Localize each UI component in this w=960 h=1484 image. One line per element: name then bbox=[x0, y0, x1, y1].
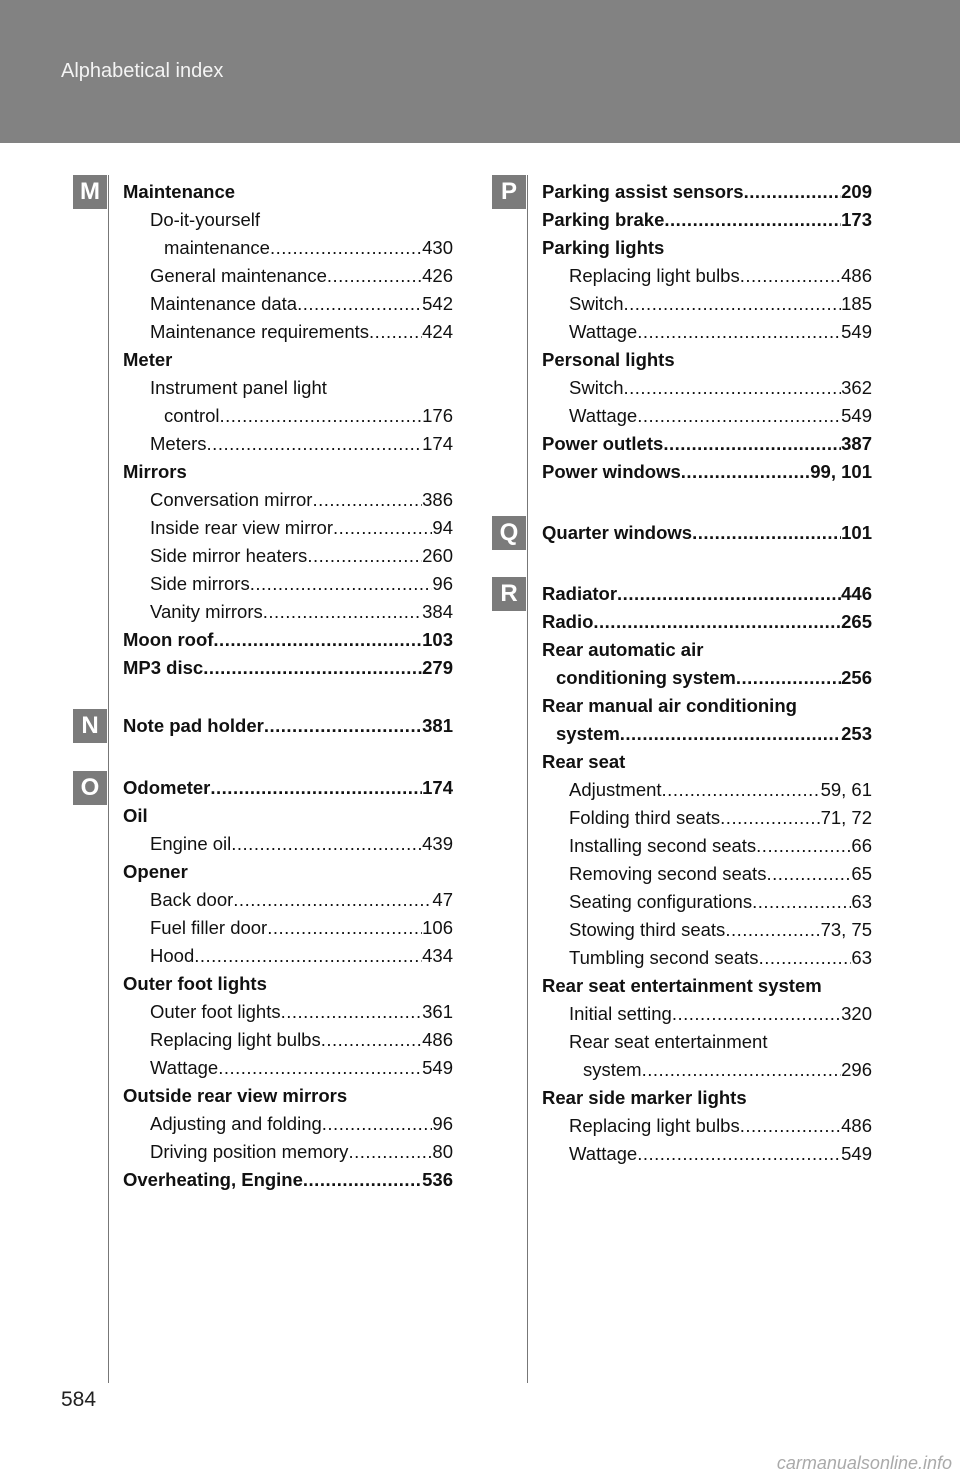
entry-label: Wattage bbox=[569, 321, 638, 342]
index-section-r bbox=[542, 580, 872, 1168]
index-entry bbox=[542, 402, 872, 430]
index-entry bbox=[542, 290, 872, 318]
entry-label: Conversation mirror bbox=[150, 489, 313, 510]
entry-label: Rear automatic air bbox=[542, 639, 704, 660]
index-entry bbox=[123, 914, 453, 942]
entry-label: Replacing light bulbs bbox=[150, 1029, 321, 1050]
entry-page: 94 bbox=[432, 517, 453, 538]
entry-page: 381 bbox=[422, 715, 453, 736]
entry-label: Side mirror heaters bbox=[150, 545, 308, 566]
entry-page: 439 bbox=[422, 833, 453, 854]
entry-page: 387 bbox=[841, 433, 872, 454]
entry-label: Mirrors bbox=[123, 461, 187, 482]
entry-page: 424 bbox=[422, 321, 453, 342]
index-entry bbox=[123, 1082, 453, 1110]
dot-leader bbox=[369, 318, 422, 346]
index-entry bbox=[123, 1026, 453, 1054]
entry-page: 279 bbox=[422, 657, 453, 678]
index-entry bbox=[123, 998, 453, 1026]
index-entry bbox=[542, 608, 872, 636]
dot-leader bbox=[307, 542, 422, 570]
dot-leader bbox=[720, 804, 820, 832]
dot-leader bbox=[740, 1112, 841, 1140]
entry-label: Power windows bbox=[542, 461, 681, 482]
index-entry bbox=[542, 692, 872, 720]
entry-page: 174 bbox=[422, 433, 453, 454]
index-entry bbox=[123, 626, 453, 654]
entry-page: 361 bbox=[422, 1001, 453, 1022]
dot-leader bbox=[620, 720, 841, 748]
index-entry bbox=[123, 486, 453, 514]
entry-label: Wattage bbox=[569, 405, 638, 426]
index-entry bbox=[123, 830, 453, 858]
entry-label: Switch bbox=[569, 377, 624, 398]
entry-page: 96 bbox=[432, 1113, 453, 1134]
section-letter-q: Q bbox=[492, 516, 526, 550]
entry-page: 320 bbox=[841, 1003, 872, 1024]
dot-leader bbox=[250, 570, 433, 598]
entry-page: 47 bbox=[432, 889, 453, 910]
entry-label: Switch bbox=[569, 293, 624, 314]
dot-leader bbox=[662, 776, 821, 804]
entry-label: Tumbling second seats bbox=[569, 947, 759, 968]
index-entry bbox=[542, 860, 872, 888]
dot-leader bbox=[297, 290, 422, 318]
section-letter-n: N bbox=[73, 709, 107, 743]
entry-label: Meters bbox=[150, 433, 207, 454]
index-entry bbox=[542, 458, 872, 486]
entry-label: Parking lights bbox=[542, 237, 665, 258]
right-column-rule bbox=[527, 175, 528, 1383]
index-section-p bbox=[542, 178, 872, 486]
index-section-m bbox=[123, 178, 453, 682]
index-entry bbox=[123, 942, 453, 970]
entry-label: Radio bbox=[542, 611, 594, 632]
index-entry bbox=[542, 832, 872, 860]
dot-leader bbox=[759, 944, 852, 972]
index-entry bbox=[123, 374, 453, 402]
index-entry bbox=[123, 430, 453, 458]
page-header bbox=[0, 0, 960, 143]
entry-label: Adjustment bbox=[569, 779, 662, 800]
dot-leader bbox=[281, 998, 423, 1026]
entry-page: 99, 101 bbox=[810, 461, 872, 482]
dot-leader bbox=[756, 832, 851, 860]
dot-leader bbox=[270, 234, 422, 262]
entry-page: 71, 72 bbox=[820, 807, 872, 828]
index-entry bbox=[123, 1138, 453, 1166]
index-entry bbox=[123, 346, 453, 374]
entry-label: Meter bbox=[123, 349, 173, 370]
index-entry bbox=[542, 664, 872, 692]
entry-label: Engine oil bbox=[150, 833, 232, 854]
index-entry bbox=[123, 1166, 453, 1194]
entry-page: 265 bbox=[841, 611, 872, 632]
index-entry bbox=[123, 712, 453, 740]
index-entry bbox=[542, 580, 872, 608]
entry-label: Initial setting bbox=[569, 1003, 672, 1024]
index-entry bbox=[123, 514, 453, 542]
index-entry bbox=[123, 290, 453, 318]
entry-label: Replacing light bulbs bbox=[569, 265, 740, 286]
dot-leader bbox=[642, 1056, 842, 1084]
entry-label: Quarter windows bbox=[542, 522, 693, 543]
entry-page: 426 bbox=[422, 265, 453, 286]
entry-label: Rear manual air conditioning bbox=[542, 695, 797, 716]
entry-label: Inside rear view mirror bbox=[150, 517, 333, 538]
dot-leader bbox=[264, 712, 422, 740]
entry-label: Personal lights bbox=[542, 349, 675, 370]
entry-label: Vanity mirrors bbox=[150, 601, 263, 622]
entry-label: Rear seat entertainment bbox=[569, 1031, 768, 1052]
index-section-o bbox=[123, 774, 453, 1194]
index-entry bbox=[123, 542, 453, 570]
entry-page: 549 bbox=[841, 321, 872, 342]
entry-page: 106 bbox=[422, 917, 453, 938]
entry-label: Opener bbox=[123, 861, 188, 882]
index-entry bbox=[123, 858, 453, 886]
entry-label: Folding third seats bbox=[569, 807, 721, 828]
entry-label: Outer foot lights bbox=[150, 1001, 281, 1022]
dot-leader bbox=[752, 888, 851, 916]
dot-leader bbox=[637, 318, 841, 346]
index-entry bbox=[542, 720, 872, 748]
dot-leader bbox=[663, 430, 841, 458]
entry-label: Parking brake bbox=[542, 209, 665, 230]
dot-leader bbox=[624, 374, 842, 402]
entry-page: 362 bbox=[841, 377, 872, 398]
dot-leader bbox=[213, 626, 422, 654]
entry-label: Oil bbox=[123, 805, 148, 826]
dot-leader bbox=[220, 402, 423, 430]
entry-page: 486 bbox=[841, 1115, 872, 1136]
entry-label: Wattage bbox=[150, 1057, 219, 1078]
dot-leader bbox=[740, 262, 841, 290]
index-entry bbox=[542, 888, 872, 916]
entry-label: system bbox=[556, 723, 620, 744]
index-entry bbox=[542, 346, 872, 374]
dot-leader bbox=[681, 458, 810, 486]
entry-label: Stowing third seats bbox=[569, 919, 726, 940]
entry-label: Maintenance requirements bbox=[150, 321, 370, 342]
entry-page: 446 bbox=[841, 583, 872, 604]
entry-label: system bbox=[583, 1059, 642, 1080]
index-entry bbox=[123, 654, 453, 682]
index-entry bbox=[542, 178, 872, 206]
entry-label: Power outlets bbox=[542, 433, 664, 454]
index-entry bbox=[542, 430, 872, 458]
index-entry bbox=[123, 402, 453, 430]
entry-label: Do-it-yourself bbox=[150, 209, 260, 230]
dot-leader bbox=[637, 402, 841, 430]
index-entry bbox=[123, 262, 453, 290]
index-entry bbox=[542, 318, 872, 346]
entry-label: Overheating, Engine bbox=[123, 1169, 303, 1190]
entry-page: 256 bbox=[841, 667, 872, 688]
entry-label: Side mirrors bbox=[150, 573, 250, 594]
entry-label: Adjusting and folding bbox=[150, 1113, 322, 1134]
dot-leader bbox=[322, 1110, 433, 1138]
index-entry bbox=[542, 262, 872, 290]
index-entry bbox=[123, 970, 453, 998]
dot-leader bbox=[593, 608, 841, 636]
entry-page: 63 bbox=[851, 891, 872, 912]
dot-leader bbox=[312, 486, 422, 514]
index-entry bbox=[123, 570, 453, 598]
entry-page: 63 bbox=[851, 947, 872, 968]
header-title: Alphabetical index bbox=[61, 60, 224, 82]
entry-label: Wattage bbox=[569, 1143, 638, 1164]
watermark: carmanualsonline.info bbox=[776, 1453, 952, 1473]
entry-page: 536 bbox=[422, 1169, 453, 1190]
entry-page: 174 bbox=[422, 777, 453, 798]
index-entry bbox=[123, 598, 453, 626]
dot-leader bbox=[333, 514, 432, 542]
entry-label: Instrument panel light bbox=[150, 377, 327, 398]
dot-leader bbox=[231, 830, 422, 858]
entry-page: 185 bbox=[841, 293, 872, 314]
dot-leader bbox=[617, 580, 841, 608]
index-section-q bbox=[542, 519, 872, 547]
index-entry bbox=[123, 774, 453, 802]
dot-leader bbox=[194, 942, 422, 970]
index-entry bbox=[123, 178, 453, 206]
dot-leader bbox=[203, 654, 422, 682]
index-entry bbox=[542, 748, 872, 776]
dot-leader bbox=[210, 774, 422, 802]
dot-leader bbox=[672, 1000, 841, 1028]
dot-leader bbox=[664, 206, 841, 234]
entry-label: MP3 disc bbox=[123, 657, 204, 678]
entry-label: Outer foot lights bbox=[123, 973, 267, 994]
dot-leader bbox=[207, 430, 423, 458]
entry-page: 73, 75 bbox=[820, 919, 872, 940]
page-number: 584 bbox=[61, 1388, 97, 1411]
entry-page: 486 bbox=[841, 265, 872, 286]
entry-label: Outside rear view mirrors bbox=[123, 1085, 348, 1106]
index-entry bbox=[542, 776, 872, 804]
entry-label: Installing second seats bbox=[569, 835, 757, 856]
entry-page: 209 bbox=[841, 181, 872, 202]
index-entry bbox=[542, 636, 872, 664]
index-entry bbox=[123, 802, 453, 830]
entry-page: 486 bbox=[422, 1029, 453, 1050]
entry-label: Removing second seats bbox=[569, 863, 767, 884]
entry-label: Rear seat bbox=[542, 751, 626, 772]
entry-page: 80 bbox=[432, 1141, 453, 1162]
index-entry bbox=[542, 1000, 872, 1028]
entry-page: 296 bbox=[841, 1059, 872, 1080]
section-letter-r: R bbox=[492, 577, 526, 611]
entry-label: Back door bbox=[150, 889, 234, 910]
dot-leader bbox=[637, 1140, 841, 1168]
entry-label: Note pad holder bbox=[123, 715, 264, 736]
dot-leader bbox=[267, 914, 422, 942]
entry-label: Replacing light bulbs bbox=[569, 1115, 740, 1136]
index-entry bbox=[123, 206, 453, 234]
index-entry bbox=[542, 1140, 872, 1168]
index-entry bbox=[542, 1112, 872, 1140]
dot-leader bbox=[327, 262, 422, 290]
entry-page: 173 bbox=[841, 209, 872, 230]
index-entry bbox=[123, 318, 453, 346]
entry-label: control bbox=[164, 405, 220, 426]
entry-label: Moon roof bbox=[123, 629, 214, 650]
index-entry bbox=[542, 206, 872, 234]
index-entry bbox=[123, 1110, 453, 1138]
section-letter-m: M bbox=[73, 175, 107, 209]
index-entry bbox=[542, 1056, 872, 1084]
dot-leader bbox=[348, 1138, 432, 1166]
index-entry bbox=[542, 804, 872, 832]
entry-label: Rear side marker lights bbox=[542, 1087, 747, 1108]
index-entry bbox=[542, 1084, 872, 1112]
index-entry bbox=[542, 916, 872, 944]
entry-label: Seating configurations bbox=[569, 891, 753, 912]
dot-leader bbox=[766, 860, 851, 888]
entry-page: 386 bbox=[422, 489, 453, 510]
index-entry bbox=[542, 1028, 872, 1056]
entry-page: 549 bbox=[841, 1143, 872, 1164]
section-letter-o: O bbox=[73, 771, 107, 805]
index-entry bbox=[542, 972, 872, 1000]
entry-page: 549 bbox=[841, 405, 872, 426]
entry-label: General maintenance bbox=[150, 265, 327, 286]
dot-leader bbox=[233, 886, 432, 914]
index-entry bbox=[542, 519, 872, 547]
entry-page: 176 bbox=[422, 405, 453, 426]
dot-leader bbox=[263, 598, 422, 626]
index-entry bbox=[542, 374, 872, 402]
entry-label: Hood bbox=[150, 945, 195, 966]
entry-label: Maintenance data bbox=[150, 293, 298, 314]
entry-page: 430 bbox=[422, 237, 453, 258]
entry-label: conditioning system bbox=[556, 667, 736, 688]
dot-leader bbox=[725, 916, 820, 944]
entry-page: 542 bbox=[422, 293, 453, 314]
left-column-rule bbox=[108, 175, 109, 1383]
index-entry bbox=[542, 234, 872, 262]
entry-label: Rear seat entertainment system bbox=[542, 975, 822, 996]
section-letter-p: P bbox=[492, 175, 526, 209]
index-entry bbox=[123, 1054, 453, 1082]
dot-leader bbox=[321, 1026, 422, 1054]
index-entry bbox=[123, 886, 453, 914]
index-entry bbox=[542, 944, 872, 972]
entry-page: 384 bbox=[422, 601, 453, 622]
index-entry bbox=[123, 458, 453, 486]
entry-label: maintenance bbox=[164, 237, 270, 258]
entry-page: 103 bbox=[422, 629, 453, 650]
entry-label: Fuel filler door bbox=[150, 917, 268, 938]
dot-leader bbox=[744, 178, 842, 206]
entry-page: 549 bbox=[422, 1057, 453, 1078]
entry-page: 65 bbox=[851, 863, 872, 884]
dot-leader bbox=[218, 1054, 422, 1082]
index-section-n bbox=[123, 712, 453, 740]
dot-leader bbox=[692, 519, 841, 547]
dot-leader bbox=[303, 1166, 422, 1194]
index-entry bbox=[123, 234, 453, 262]
entry-page: 434 bbox=[422, 945, 453, 966]
dot-leader bbox=[736, 664, 841, 692]
entry-page: 96 bbox=[432, 573, 453, 594]
entry-page: 260 bbox=[422, 545, 453, 566]
entry-label: Parking assist sensors bbox=[542, 181, 744, 202]
dot-leader bbox=[624, 290, 842, 318]
entry-page: 66 bbox=[851, 835, 872, 856]
entry-page: 59, 61 bbox=[820, 779, 872, 800]
entry-label: Maintenance bbox=[123, 181, 236, 202]
entry-label: Odometer bbox=[123, 777, 211, 798]
entry-label: Driving position memory bbox=[150, 1141, 349, 1162]
entry-page: 253 bbox=[841, 723, 872, 744]
entry-label: Radiator bbox=[542, 583, 618, 604]
entry-page: 101 bbox=[841, 522, 872, 543]
